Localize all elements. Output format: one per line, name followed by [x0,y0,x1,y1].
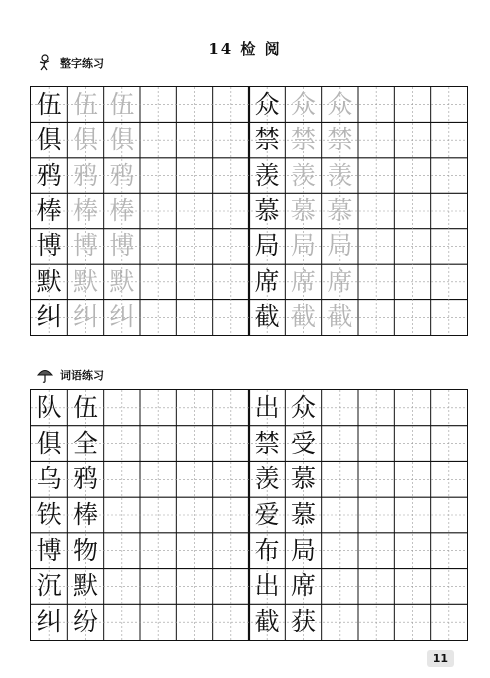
model-character: 出 [254,571,280,601]
model-character: 伍 [36,89,62,119]
model-character: 物 [72,535,98,565]
section-header-label: 整字练习 [60,57,104,70]
model-character: 羡 [254,464,280,494]
trace-character: 众 [327,89,353,119]
running-figure-icon [36,54,54,72]
model-character: 羡 [254,160,280,190]
model-character: 截 [254,302,280,332]
trace-character: 羡 [290,160,316,190]
model-character: 纠 [36,607,62,637]
section-header-label: 词语练习 [60,369,104,382]
model-character: 俱 [36,428,62,458]
model-character: 沉 [36,571,62,601]
model-character: 鸦 [72,464,98,494]
model-character: 禁 [254,428,280,458]
umbrella-icon [36,366,54,384]
trace-character: 默 [109,266,135,296]
trace-character: 禁 [290,125,316,155]
model-character: 默 [72,571,98,601]
model-character: 众 [254,89,280,119]
trace-character: 伍 [109,89,135,119]
word-practice-grid [30,389,468,641]
trace-character: 羡 [327,160,353,190]
model-character: 纷 [72,607,98,637]
model-character: 纠 [36,302,62,332]
trace-character: 棒 [109,196,135,225]
trace-character: 默 [72,266,98,296]
model-character: 俱 [36,125,62,155]
trace-character: 俱 [109,125,135,155]
model-character: 默 [36,266,62,296]
model-character: 席 [290,571,316,601]
model-character: 棒 [72,500,98,529]
trace-character: 禁 [327,125,353,155]
model-character: 慕 [290,464,316,494]
trace-character: 席 [290,266,316,296]
page-title: 14 检 阅 [208,40,282,58]
trace-character: 纠 [109,302,135,332]
model-character: 禁 [254,125,280,155]
trace-character: 棒 [72,196,98,225]
trace-character: 俱 [72,125,98,155]
model-character: 众 [290,392,316,422]
model-character: 伍 [72,392,98,422]
model-character: 获 [290,607,316,637]
model-character: 慕 [290,500,316,529]
trace-character: 慕 [290,196,316,225]
trace-character: 伍 [72,89,98,119]
page-number: 11 [427,650,454,667]
model-character: 队 [36,392,62,422]
model-character: 布 [254,535,280,565]
model-character: 受 [290,428,316,458]
model-character: 铁 [36,500,62,529]
model-character: 全 [72,428,98,458]
model-character: 博 [36,231,62,261]
trace-character: 局 [290,231,316,261]
trace-character: 截 [290,302,316,332]
section-header-character-practice [36,54,104,72]
trace-character: 鸦 [109,160,135,190]
trace-character: 局 [327,231,353,261]
trace-character: 截 [327,302,353,332]
trace-character: 众 [290,89,316,119]
trace-character: 慕 [327,196,353,225]
model-character: 鸦 [36,160,62,190]
trace-character: 鸦 [72,160,98,190]
trace-character: 席 [327,266,353,296]
model-character: 席 [254,266,280,296]
model-character: 乌 [36,464,62,494]
trace-character: 博 [109,231,135,261]
model-character: 截 [254,607,280,637]
model-character: 局 [254,231,280,261]
section-header-word-practice [36,366,104,384]
model-character: 棒 [36,196,62,225]
model-character: 爱 [254,500,280,529]
model-character: 局 [290,535,316,565]
trace-character: 纠 [72,302,98,332]
model-character: 出 [254,392,280,422]
trace-character: 博 [72,231,98,261]
model-character: 博 [36,535,62,565]
model-character: 慕 [254,196,280,225]
character-practice-grid [30,86,468,336]
